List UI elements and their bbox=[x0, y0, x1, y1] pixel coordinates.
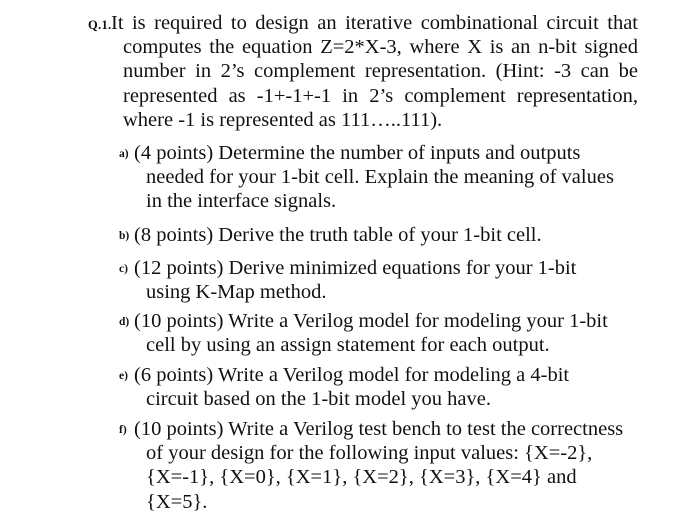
part-b-text: (8 points) Derive the truth table of your 1-bit cell. bbox=[134, 224, 542, 246]
part-c-label: c) bbox=[119, 263, 128, 275]
part-f-label: f) bbox=[119, 424, 127, 436]
part-f-text: (10 points) Write a Verilog test bench to test the correctness of your design for the following input values: {X=-2}, {X=-1}, {X=0}, {X=1}, {X=2}, {X=3}, {X=4} and {X=5}. bbox=[134, 418, 624, 513]
part-e-label: e) bbox=[119, 370, 128, 382]
part-e bbox=[119, 363, 624, 411]
part-c-text: (12 points) Derive minimized equations for your 1-bit using K-Map method. bbox=[134, 257, 577, 304]
part-b-label: b) bbox=[119, 230, 130, 242]
question-number: Q.1. bbox=[88, 18, 112, 32]
part-b bbox=[119, 223, 624, 247]
part-d-label: d) bbox=[119, 316, 130, 328]
question-text: It is required to design an iterative combinational circuit that computes the equation Z=2*X-3, where X is an n-bit signed number in 2’s complement representation. (Hint: -3 can be represented as -1+-1+-1 in 2’s complement representation, where -1 is represented as 111…..111). bbox=[111, 12, 638, 131]
part-e-text: (6 points) Write a Verilog model for modeling a 4-bit circuit based on the 1-bit model you have. bbox=[134, 364, 570, 411]
part-f bbox=[119, 417, 624, 514]
part-d-text: (10 points) Write a Verilog model for modeling your 1-bit cell by using an assign statement for each output. bbox=[134, 310, 608, 357]
part-a bbox=[119, 141, 624, 214]
part-a-text: (4 points) Determine the number of inputs and outputs needed for your 1-bit cell. Explain the meaning of values in the interface signals. bbox=[134, 142, 614, 213]
part-c bbox=[119, 256, 624, 304]
part-d bbox=[119, 309, 624, 357]
part-a-label: a) bbox=[119, 148, 129, 160]
